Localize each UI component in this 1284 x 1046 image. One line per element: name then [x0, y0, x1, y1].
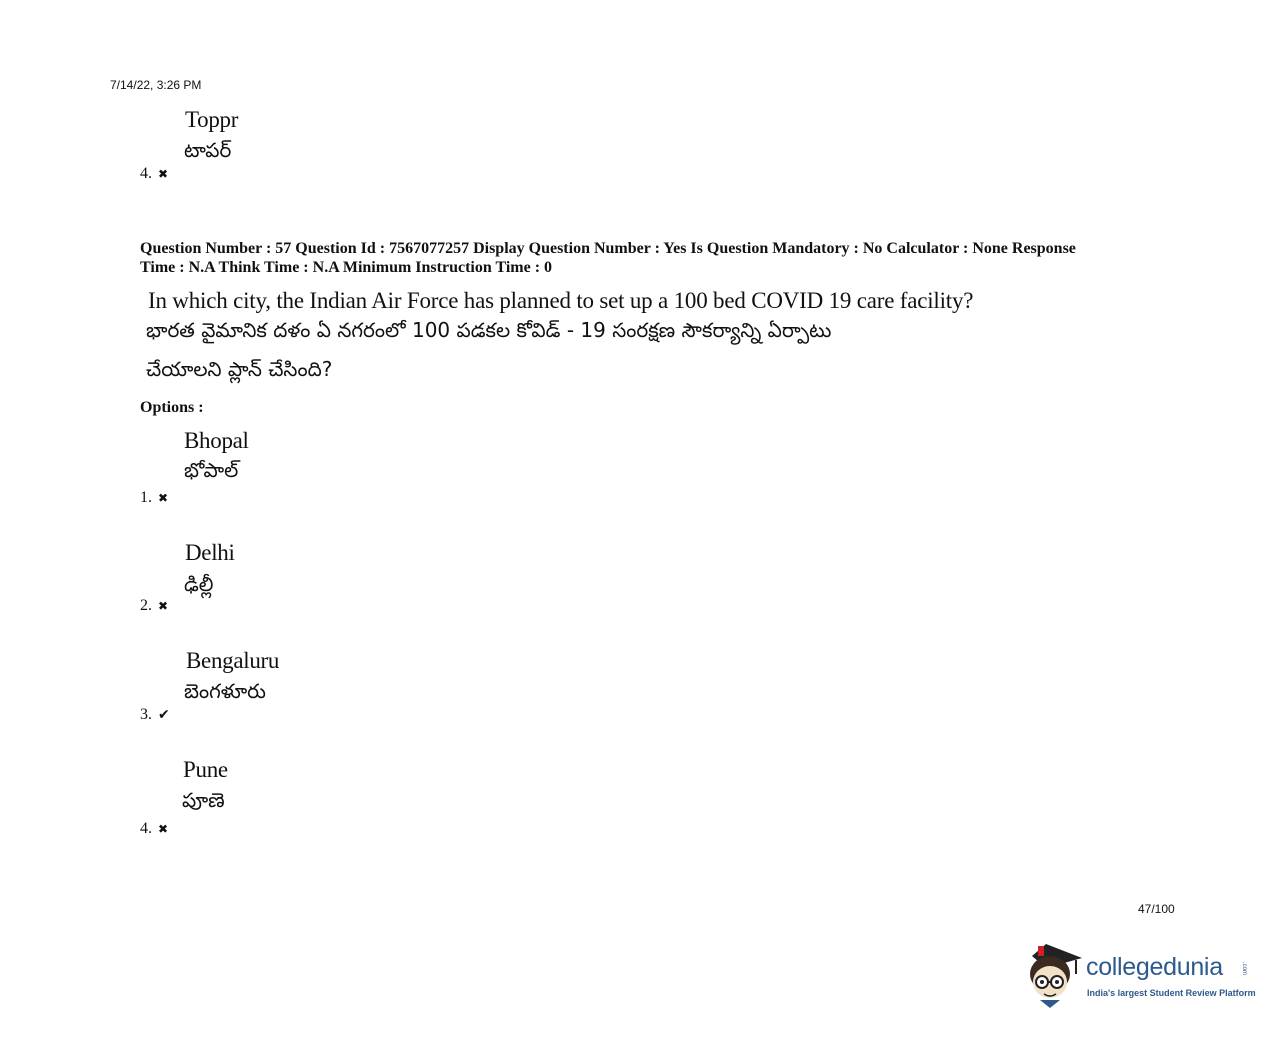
option-4-number-row [140, 820, 168, 838]
prev-option-telugu: టాపర్ [184, 138, 232, 162]
option-1-number-row [140, 489, 168, 507]
question-text-telugu-line1: భారత వైమానిక దళం ఏ నగరంలో 100 పడకల కోవిడ్ - 19 సంరక్షణ సౌకర్యాన్ని ఏర్పాటు [146, 318, 832, 342]
question-text-telugu-line2: చేయాలని ప్లాన్ చేసింది? [146, 357, 333, 381]
logo-tagline: India's largest Student Review Platform [1087, 988, 1256, 998]
question-meta-line2: Time : N.A Think Time : N.A Minimum Instruction Time : 0 [140, 259, 553, 276]
option-2-telugu: ఢిల్లీ [184, 572, 214, 596]
question-text-english: In which city, the Indian Air Force has planned to set up a 100 bed COVID 19 care facility? [148, 288, 974, 313]
options-label: Options : [140, 399, 204, 416]
option-3-number: 3. [140, 706, 152, 723]
mascot-logo-icon [1024, 938, 1088, 1010]
page-number: 47/100 [1138, 902, 1175, 916]
question-meta [140, 239, 1170, 277]
option-2-english: Delhi [185, 540, 235, 565]
question-meta-line1: Question Number : 57 Question Id : 7567077257 Display Question Number : Yes Is Question Mandatory : No Calculator : None Response [140, 240, 1076, 257]
option-1-telugu: భోపాల్ [184, 458, 239, 482]
option-4-english: Pune [183, 757, 228, 782]
prev-option-number: 4. [140, 165, 152, 182]
option-4-telugu: పూణె [182, 788, 225, 812]
option-2-number: 2. [140, 597, 152, 614]
wrong-mark-icon: ✖ [158, 167, 169, 181]
option-1-english: Bhopal [184, 428, 249, 453]
option-1-number: 1. [140, 489, 152, 506]
option-3-number-row [140, 706, 170, 724]
wrong-mark-icon: ✖ [158, 491, 169, 505]
wrong-mark-icon: ✖ [158, 822, 169, 836]
option-4-number: 4. [140, 820, 152, 837]
logo-wordmark: collegedunia [1086, 953, 1223, 981]
correct-check-icon: ✔ [158, 707, 170, 723]
option-2-number-row [140, 597, 168, 615]
logo-suffix: .com [1241, 962, 1247, 976]
wrong-mark-icon: ✖ [158, 599, 169, 613]
option-3-english: Bengaluru [186, 648, 280, 673]
print-timestamp: 7/14/22, 3:26 PM [110, 78, 202, 92]
prev-option-english: Toppr [185, 107, 239, 132]
option-3-telugu: బెంగళూరు [184, 679, 266, 703]
prev-option-number-row [140, 165, 168, 183]
